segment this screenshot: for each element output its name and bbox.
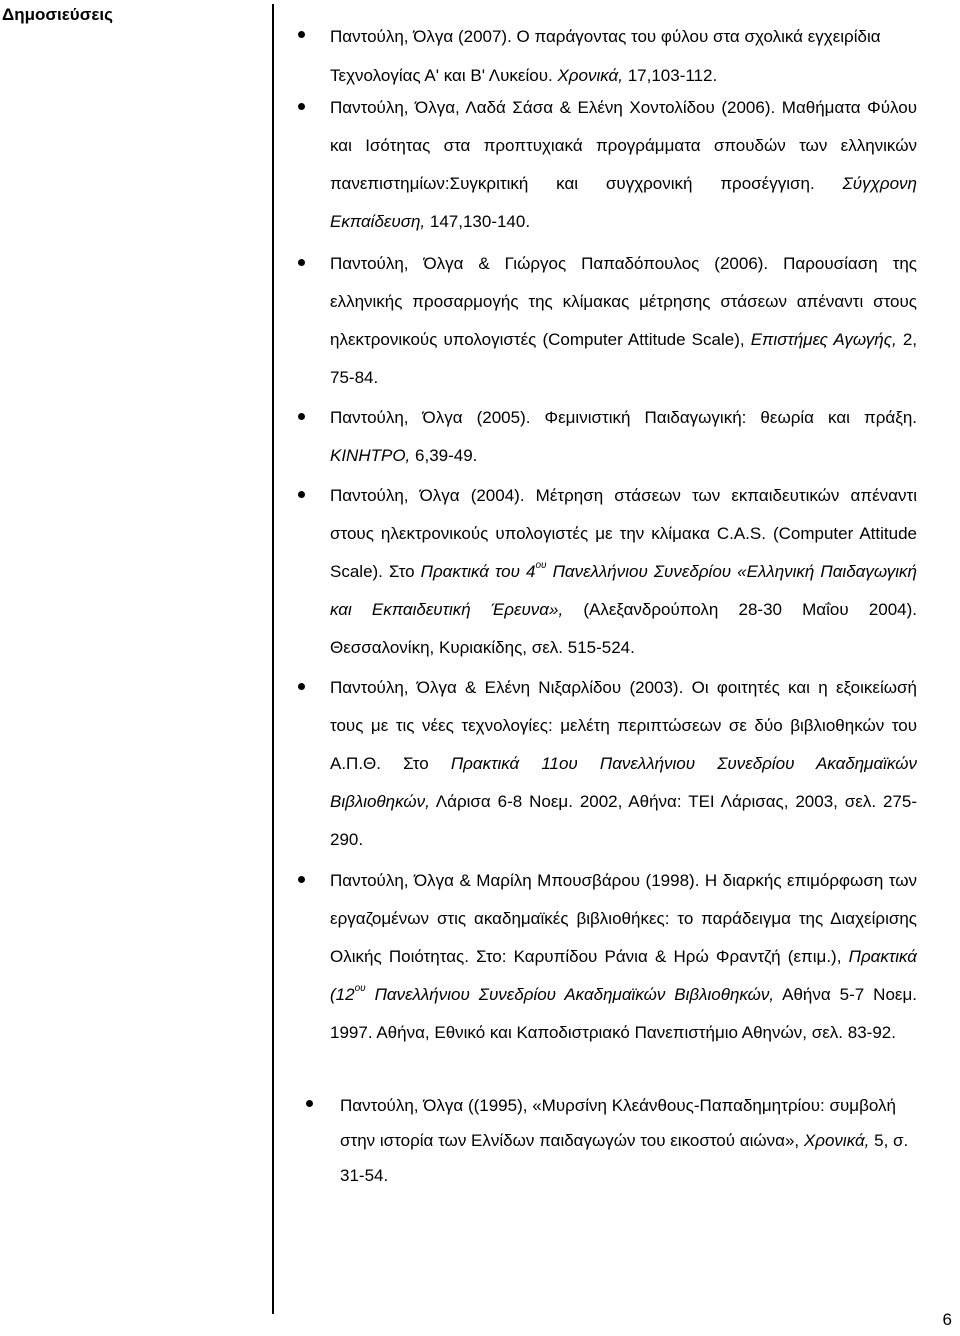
publication-details: 6,39-49. (410, 446, 478, 465)
publication-authors: Παντούλη, Όλγα, Λαδά Σάσα & Ελένη Χοντολίδου (2006). (330, 98, 782, 117)
publication-details: Αθήνα 5-7 Νοεμ. 1997. Αθήνα, Εθνικό και Καποδιστριακό Πανεπιστήμιο Αθηνών, σελ. 83-92. (330, 985, 917, 1042)
publication-title: Μαθήματα Φύλου και Ισότητας στα προπτυχιακά προγράμματα σπουδών των ελληνικών πανεπιστημίων:Συγκριτική και συγχρονική προσέγγιση. (330, 98, 918, 193)
venue-part: Πρακτικά του 4 (420, 562, 536, 581)
publication-venue: Σύγχρονη Εκπαίδευση, (330, 174, 917, 231)
publication-details: 147,130-140. (425, 212, 531, 231)
publication-details: (Αλεξανδρούπολη 28-30 Μαΐου 2004). Θεσσαλονίκη, Κυριακίδης, σελ. 515-524. (330, 600, 917, 657)
publication-authors: Παντούλη, Όλγα (2005). (330, 408, 545, 427)
publication-details: 5, σ. 31-54. (340, 1131, 909, 1185)
publication-text (330, 862, 917, 1052)
publication-title: Η διαρκής επιμόρφωση των εργαζομένων στις ακαδημαϊκές βιβλιοθήκες: το παράδειγμα της Διαχείρισης Ολικής Ποιότητας. Στο: Καρυπίδου Ράνια & Ηρώ Φραντζή (επιμ.), (330, 871, 918, 966)
publication-authors: Παντούλη, Όλγα & Γιώργος Παπαδόπουλος (2006). (330, 254, 784, 273)
publication-details: 2, 75-84. (330, 330, 917, 387)
publication-title: «Μυρσίνη Κλεάνθους-Παπαδημητρίου: συμβολή στην ιστορία των Ελνίδων παιδαγωγών του εικοστού αιώνα», (340, 1096, 896, 1150)
venue-superscript: ου (535, 560, 547, 571)
bullet-icon (298, 876, 305, 883)
publication-venue: Χρονικά, (803, 1131, 870, 1150)
publication-text (330, 669, 917, 859)
bullet-icon (298, 683, 305, 690)
publication-title: Μέτρηση στάσεων των εκπαιδευτικών απέναντι στους ηλεκτρονικούς υπολογιστές με την κλίμακα C.A.S. (Computer Attitude Scale). Στο (330, 486, 917, 581)
publication-authors: Παντούλη, Όλγα (2004). (330, 486, 536, 505)
publication-venue: Χρονικά, (557, 66, 623, 85)
publication-title: Φεμινιστική Παιδαγωγική: θεωρία και πράξη. (544, 408, 917, 427)
publication-venue: Πρακτικά 11ου Πανελλήνιου Συνεδρίου Ακαδημαϊκών Βιβλιοθηκών, (330, 754, 917, 811)
bullet-icon (306, 1100, 313, 1107)
publication-text (330, 399, 917, 475)
publication-text (330, 245, 917, 397)
publication-authors: Παντούλη, Όλγα & Μαρίλη Μπουσβάρου (1998). (330, 871, 705, 890)
page-number: 6 (942, 1310, 952, 1329)
publication-authors: Παντούλη, Όλγα ((1995), (340, 1096, 533, 1115)
bullet-icon (298, 259, 305, 266)
publication-text (330, 477, 917, 667)
venue-part: Πανελλήνιου Συνεδρίου Ακαδημαϊκών Βιβλιοθηκών, (365, 985, 775, 1004)
publication-details: Λάρισα 6-8 Νοεμ. 2002, Αθήνα: ΤΕΙ Λάρισας, 2003, σελ. 275-290. (330, 792, 917, 849)
bullet-icon (298, 103, 305, 110)
venue-part: Πρακτικά (12 (330, 947, 917, 1004)
publication-authors: Παντούλη, Όλγα & Ελένη Νιξαρλίδου (2003). (330, 678, 692, 697)
publication-title: Οι φοιτητές και η εξοικείωσή τους με τις νέες τεχνολογίες: μελέτη περιπτώσεων σε δύο βιβλιοθηκών του Α.Π.Θ. Στο (330, 678, 917, 773)
bullet-icon (298, 491, 305, 498)
publication-authors: Παντούλη, Όλγα (2007). (330, 27, 517, 46)
publication-text (330, 17, 917, 95)
publication-venue: ΚΙΝΗΤΡΟ, (330, 446, 411, 465)
section-title: Δημοσιεύσεις (2, 5, 113, 24)
bullet-icon (298, 413, 305, 420)
publication-title: Παρουσίαση της ελληνικής προσαρμογής της κλίμακας μέτρησης στάσεων απέναντι στους ηλεκτρονικούς υπολογιστές (Computer Attitude Scale), (330, 254, 917, 349)
publication-text (340, 1088, 917, 1193)
publication-text (330, 89, 917, 241)
venue-superscript: ου (354, 983, 366, 994)
publication-details: 17,103-112. (622, 66, 718, 85)
column-divider (272, 4, 274, 1314)
venue-part: Πανελλήνιου Συνεδρίου «Ελληνική Παιδαγωγική και Εκπαιδευτική Έρευνα», (330, 562, 917, 619)
publication-venue: Επιστήμες Αγωγής, (750, 330, 897, 349)
publication-title: Ο παράγοντας του φύλου στα σχολικά εγχειρίδια Τεχνολογίας Α' και Β' Λυκείου. (330, 27, 881, 85)
bullet-icon (298, 31, 305, 38)
